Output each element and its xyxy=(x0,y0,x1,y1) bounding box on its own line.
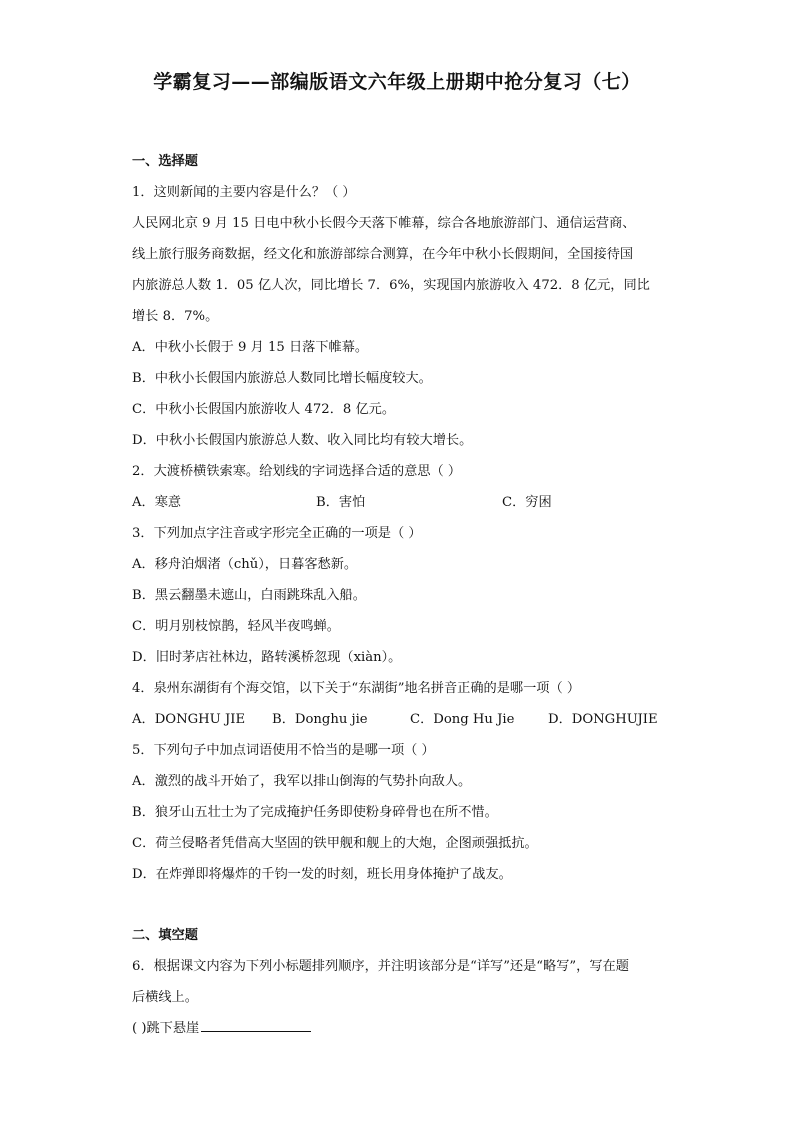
section-spacer xyxy=(132,890,668,920)
question-2-stem: 2．大渡桥横铁索寒。给划线的字词选择合适的意思（ ） xyxy=(132,464,462,479)
section-heading-choice: 一、选择题 xyxy=(132,154,198,169)
question-5-stem: 5．下列句子中加点词语使用不恰当的是哪一项（ ） xyxy=(132,743,435,758)
question-3-option-d: D．旧时茅店社林边，路转溪桥忽现（xiàn）。 xyxy=(132,650,402,665)
question-6-stem-line: 后横线上。 xyxy=(132,990,198,1005)
question-1-option-a: A．中秋小长假于 9 月 15 日落下帷幕。 xyxy=(132,340,369,355)
question-1-passage-line: 人民网北京 9 月 15 日电中秋小长假今天落下帷幕，综合各地旅游部门、通信运营商、 xyxy=(132,216,636,231)
question-1-passage-line: 内旅游总人数 1．05 亿人次，同比增长 7．6%，实现国内旅游收入 472．8 亿元，同比 xyxy=(132,278,650,293)
question-2-option-b: B．害怕 xyxy=(316,495,366,510)
question-3-option-b: B．黑云翻墨未遮山，白雨跳珠乱入船。 xyxy=(132,588,366,603)
question-3-option-a: A．移舟泊烟渚（chǔ），日暮客愁新。 xyxy=(132,557,358,572)
question-4-option-a: A．DONGHU JIE xyxy=(132,712,246,727)
question-5-option-d: D．在炸弹即将爆炸的千钧一发的时刻，班长用身体掩护了战友。 xyxy=(132,867,512,882)
question-4-option-d: D．DONGHUJIE xyxy=(548,712,658,727)
question-4-option-c: C．Dong Hu Jie xyxy=(410,712,515,727)
question-2-option-c: C．穷困 xyxy=(502,495,552,510)
question-6-item xyxy=(132,1013,668,1044)
question-1-passage-line: 线上旅行服务商数据，经文化和旅游部综合测算，在今年中秋小长假期间，全国接待国 xyxy=(132,247,634,262)
question-1-option-d: D．中秋小长假国内旅游总人数、收入同比均有较大增长。 xyxy=(132,433,473,448)
question-4-stem: 4．泉州东湖街有个海交馆，以下关于“东湖街”地名拼音正确的是哪一项（ ） xyxy=(132,681,581,696)
document-title: 学霸复习——部编版语文六年级上册期中抢分复习（七） xyxy=(153,71,641,93)
question-4-option-b: B．Donghu jie xyxy=(272,712,368,727)
question-2-options xyxy=(132,487,668,518)
question-1-option-c: C．中秋小长假国内旅游收人 472．8 亿元。 xyxy=(132,402,396,417)
question-2-option-a: A．寒意 xyxy=(132,495,182,510)
section-heading-fill: 二、填空题 xyxy=(132,928,198,943)
question-1-stem: 1．这则新闻的主要内容是什么？（ ） xyxy=(132,185,356,200)
question-5-option-a: A．激烈的战斗开始了，我军以排山倒海的气势扑向敌人。 xyxy=(132,774,472,789)
question-1-passage-line: 增长 8．7%。 xyxy=(132,309,219,324)
question-6-item-blank-paren[interactable]: ( ) xyxy=(132,1021,147,1036)
question-4-options xyxy=(132,704,668,735)
question-1-option-b: B．中秋小长假国内旅游总人数同比增长幅度较大。 xyxy=(132,371,432,386)
question-6-stem-line: 6．根据课文内容为下列小标题排列顺序，并注明该部分是“详写”还是“略写”，写在题 xyxy=(132,959,629,974)
question-3-option-c: C．明月别枝惊鹊，轻风半夜鸣蝉。 xyxy=(132,619,340,634)
question-5-option-b: B．狼牙山五壮士为了完成掩护任务即使粉身碎骨也在所不惜。 xyxy=(132,805,498,820)
question-5-option-c: C．荷兰侵略者凭借高大坚固的铁甲舰和舰上的大炮，企图顽强抵抗。 xyxy=(132,836,538,851)
document-content xyxy=(132,146,668,1044)
question-6-item-label: 跳下悬崖 xyxy=(146,1021,200,1036)
question-3-stem: 3．下列加点字注音或字形完全正确的一项是（ ） xyxy=(132,526,422,541)
answer-blank-line[interactable] xyxy=(201,1013,311,1032)
